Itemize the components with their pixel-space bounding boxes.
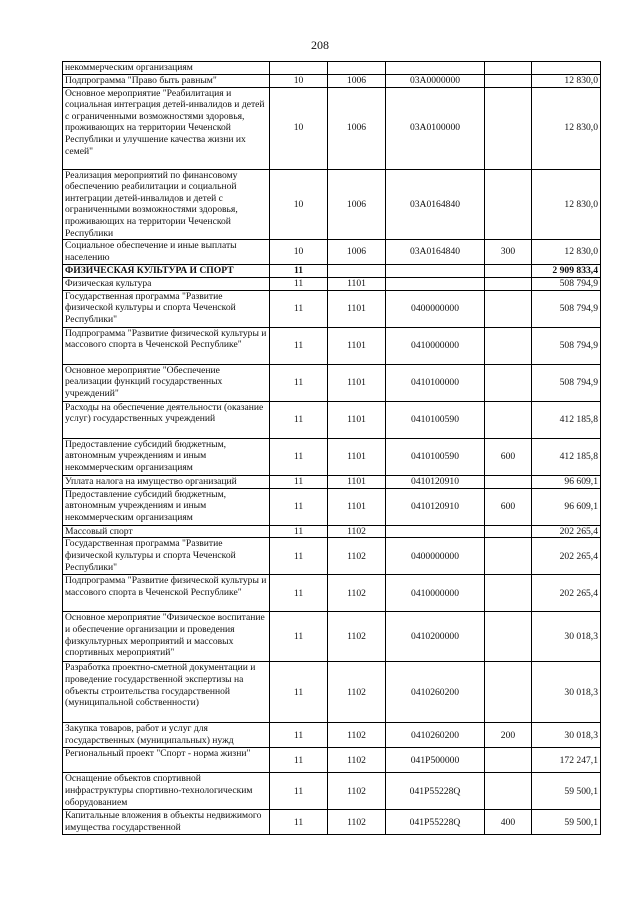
table-row [63,525,601,538]
table-row [63,575,601,612]
row-subsection [328,62,386,75]
table-row [63,169,601,240]
row-amount: 508 794,9 [532,278,601,291]
row-section: 11 [270,290,328,327]
row-expense-type [485,662,532,723]
row-subsection: 1102 [328,575,386,612]
row-target-item: 041P55228Q [386,773,485,810]
row-section: 11 [270,401,328,438]
row-target-item: 041P55228Q [386,810,485,835]
row-amount: 30 018,3 [532,723,601,748]
row-name: ФИЗИЧЕСКАЯ КУЛЬТУРА И СПОРТ [63,265,270,278]
row-subsection: 1102 [328,525,386,538]
row-section: 11 [270,475,328,488]
row-section: 11 [270,278,328,291]
row-name: Основное мероприятие "Реабилитация и социальная интеграция детей-инвалидов и детей с ограниченными возможностями здоровья, проживающих на территории Чеченской Республики и улучшение качества жизни их семей" [63,87,270,169]
row-amount: 508 794,9 [532,327,601,364]
row-amount: 412 185,8 [532,401,601,438]
row-target-item: 0410000000 [386,575,485,612]
table-row [63,290,601,327]
row-subsection: 1102 [328,723,386,748]
row-section: 11 [270,538,328,575]
table-row [63,773,601,810]
row-section [270,62,328,75]
row-name: Подпрограмма "Развитие физической культуры и массового спорта в Чеченской Республике" [63,575,270,612]
row-subsection: 1006 [328,240,386,265]
row-amount: 2 909 833,4 [532,265,601,278]
row-amount: 412 185,8 [532,438,601,475]
row-amount: 12 830,0 [532,74,601,87]
row-section: 11 [270,748,328,773]
row-section: 11 [270,265,328,278]
row-expense-type [485,87,532,169]
row-expense-type [485,748,532,773]
row-amount: 59 500,1 [532,773,601,810]
row-name: Социальное обеспечение и иные выплаты населению [63,240,270,265]
row-section: 11 [270,488,328,525]
row-target-item [386,265,485,278]
row-subsection: 1101 [328,327,386,364]
budget-table [62,61,601,835]
row-expense-type [485,773,532,810]
row-target-item: 0400000000 [386,290,485,327]
row-amount: 12 830,0 [532,87,601,169]
row-section: 11 [270,525,328,538]
row-name: Массовый спорт [63,525,270,538]
row-subsection: 1006 [328,74,386,87]
row-section: 10 [270,240,328,265]
row-target-item [386,62,485,75]
row-target-item: 03А0100000 [386,87,485,169]
row-amount: 172 247,1 [532,748,601,773]
row-subsection: 1101 [328,438,386,475]
row-target-item: 0410100590 [386,438,485,475]
row-subsection: 1102 [328,662,386,723]
table-row [63,401,601,438]
row-expense-type [485,401,532,438]
row-expense-type [485,575,532,612]
row-target-item: 0410120910 [386,488,485,525]
row-name: Реализация мероприятий по финансовому обеспечению реабилитации и социальной интеграции детей-инвалидов и детей с ограниченными возможностями здоровья, проживающих на территории Чеченской Республики [63,169,270,240]
row-subsection: 1101 [328,278,386,291]
row-subsection: 1006 [328,87,386,169]
row-amount [532,62,601,75]
row-amount: 202 265,4 [532,538,601,575]
row-name: Подпрограмма "Развитие физической культуры и массового спорта в Чеченской Республике" [63,327,270,364]
table-row [63,475,601,488]
table-row [63,723,601,748]
row-name: Оснащение объектов спортивной инфраструктуры спортивно-технологическим оборудованием [63,773,270,810]
row-expense-type [485,475,532,488]
row-name: Подпрограмма "Право быть равным" [63,74,270,87]
row-subsection: 1102 [328,612,386,662]
row-name: Капитальные вложения в объекты недвижимого имущества государственной [63,810,270,835]
row-subsection: 1101 [328,475,386,488]
table-row [63,327,601,364]
row-amount: 96 609,1 [532,488,601,525]
row-section: 11 [270,364,328,401]
row-section: 11 [270,662,328,723]
row-name: Предоставление субсидий бюджетным, автономным учреждениям и иным некоммерческим организациям [63,438,270,475]
row-expense-type [485,278,532,291]
row-amount: 12 830,0 [532,240,601,265]
row-subsection: 1101 [328,290,386,327]
row-amount: 30 018,3 [532,662,601,723]
row-name: Уплата налога на имущество организаций [63,475,270,488]
row-expense-type [485,62,532,75]
row-name: Физическая культура [63,278,270,291]
row-expense-type [485,612,532,662]
row-target-item [386,525,485,538]
row-section: 10 [270,87,328,169]
row-name: Основное мероприятие "Обеспечение реализации функций государственных учреждений" [63,364,270,401]
row-expense-type: 200 [485,723,532,748]
row-target-item: 0410200000 [386,612,485,662]
row-section: 11 [270,612,328,662]
row-amount: 202 265,4 [532,575,601,612]
row-section: 11 [270,810,328,835]
row-subsection: 1101 [328,364,386,401]
row-name: некоммерческим организациям [63,62,270,75]
row-target-item: 0410260200 [386,662,485,723]
row-section: 10 [270,74,328,87]
table-row [63,538,601,575]
row-section: 11 [270,575,328,612]
table-row [63,662,601,723]
row-name: Региональный проект "Спорт - норма жизни" [63,748,270,773]
row-expense-type [485,290,532,327]
table-row [63,810,601,835]
row-name: Закупка товаров, работ и услуг для государственных (муниципальных) нужд [63,723,270,748]
row-target-item: 0410120910 [386,475,485,488]
row-target-item: 0410100000 [386,364,485,401]
row-name: Основное мероприятие "Физическое воспитание и обеспечение организации и проведения физкультурных мероприятий и массовых спортивных мероприятий" [63,612,270,662]
row-expense-type [485,327,532,364]
table-row [63,748,601,773]
table-row [63,87,601,169]
table-row [63,265,601,278]
row-section: 10 [270,169,328,240]
table-row [63,364,601,401]
table-row [63,488,601,525]
row-amount: 508 794,9 [532,290,601,327]
table-row [63,62,601,75]
row-expense-type: 300 [485,240,532,265]
row-section: 11 [270,327,328,364]
row-amount: 202 265,4 [532,525,601,538]
row-subsection: 1102 [328,538,386,575]
row-expense-type: 400 [485,810,532,835]
row-target-item: 041P500000 [386,748,485,773]
row-section: 11 [270,723,328,748]
row-target-item: 03А0164840 [386,240,485,265]
row-subsection: 1101 [328,488,386,525]
row-amount: 12 830,0 [532,169,601,240]
row-target-item: 03А0000000 [386,74,485,87]
row-subsection: 1102 [328,748,386,773]
row-subsection: 1102 [328,773,386,810]
table-row [63,438,601,475]
row-target-item: 0400000000 [386,538,485,575]
row-target-item: 0410000000 [386,327,485,364]
row-subsection: 1006 [328,169,386,240]
row-amount: 508 794,9 [532,364,601,401]
row-name: Предоставление субсидий бюджетным, автономным учреждениям и иным некоммерческим организациям [63,488,270,525]
row-expense-type [485,265,532,278]
row-expense-type: 600 [485,488,532,525]
row-expense-type [485,364,532,401]
row-amount: 30 018,3 [532,612,601,662]
row-target-item: 0410260200 [386,723,485,748]
row-subsection [328,265,386,278]
table-row [63,240,601,265]
table-row [63,612,601,662]
row-amount: 96 609,1 [532,475,601,488]
row-expense-type [485,525,532,538]
page-number: 208 [311,38,329,52]
row-name: Расходы на обеспечение деятельности (оказание услуг) государственных учреждений [63,401,270,438]
row-expense-type [485,74,532,87]
budget-table-body [63,62,601,835]
row-expense-type: 600 [485,438,532,475]
row-section: 11 [270,438,328,475]
row-target-item: 0410100590 [386,401,485,438]
row-target-item [386,278,485,291]
row-expense-type [485,538,532,575]
row-name: Государственная программа "Развитие физической культуры и спорта Чеченской Республики" [63,538,270,575]
row-expense-type [485,169,532,240]
row-subsection: 1101 [328,401,386,438]
table-row [63,74,601,87]
row-subsection: 1102 [328,810,386,835]
row-amount: 59 500,1 [532,810,601,835]
table-row [63,278,601,291]
row-section: 11 [270,773,328,810]
row-name: Государственная программа "Развитие физической культуры и спорта Чеченской Республики" [63,290,270,327]
row-target-item: 03А0164840 [386,169,485,240]
row-name: Разработка проектно-сметной документации и проведение государственной экспертизы на объекты строительства государственной (муниципальной собственности) [63,662,270,723]
